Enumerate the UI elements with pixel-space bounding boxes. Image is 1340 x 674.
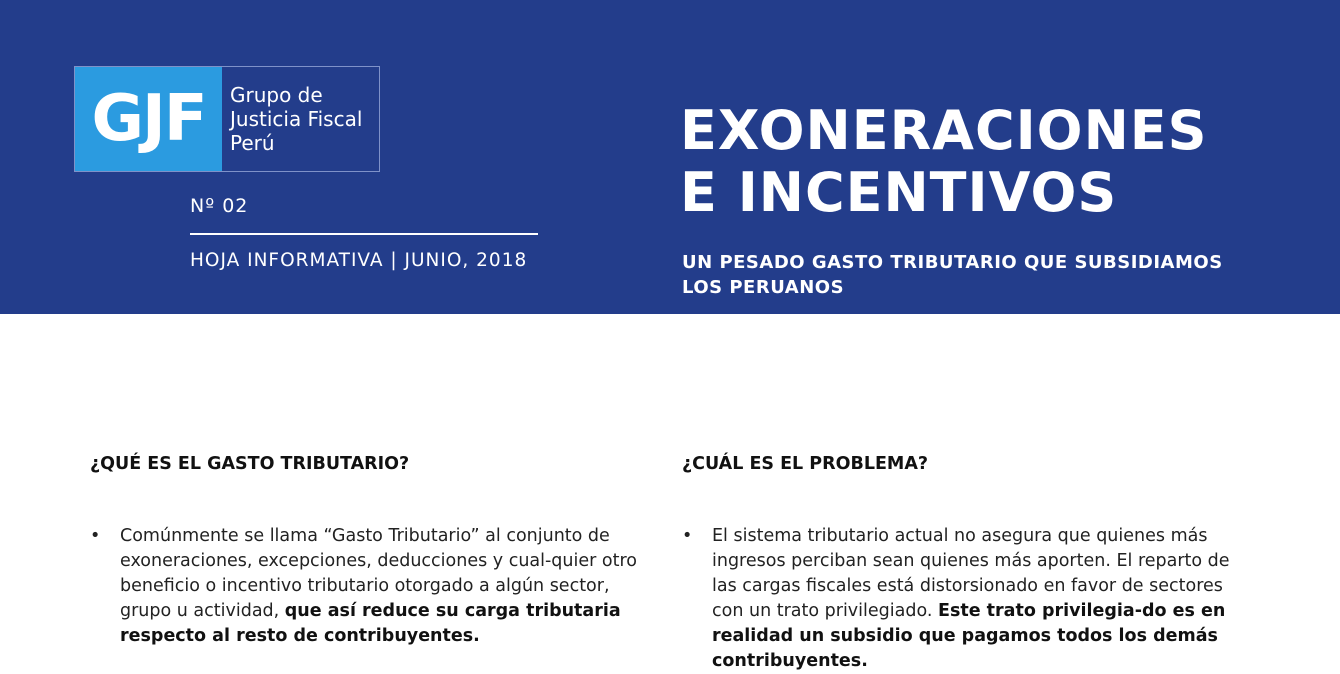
bullet-icon: • [682,526,693,546]
logo-mark-text: GJF [91,82,206,156]
logo-mark [75,67,222,171]
gjf-logo [74,66,380,172]
bullet-text: Comúnmente se llama “Gasto Tributario” al conjunto de exoneraciones, excepciones, deducciones y cual-quier otro beneficio o incentivo tributario otorgado a algún sector, grupo u actividad, [120,526,637,621]
bullet-item [90,524,650,649]
publication-line: HOJA INFORMATIVA | JUNIO, 2018 [190,250,528,271]
bullet-emphasis: Este trato privilegia-do es en realidad un subsidio que pagamos todos los demás contribuyentes. [712,601,1226,671]
bullet-text: El sistema tributario actual no asegura que quienes más ingresos perciban sean quienes más aporten. El reparto de las cargas fiscales está distorsionado en favor de sectores con un trato privilegiado. [712,526,1230,621]
logo-name-line-2: Justicia Fiscal [230,107,363,131]
page-subtitle [682,250,1282,300]
bullet-item [682,524,1242,674]
header-divider [190,233,538,235]
section-gasto-tributario [90,452,650,649]
logo-name-line-3: Perú [230,131,275,155]
title-line-1: EXONERACIONES [680,99,1208,162]
issue-number: Nº 02 [190,195,249,217]
title-line-2: E INCENTIVOS [680,161,1118,224]
bullet-icon: • [90,526,101,546]
logo-name-line-1: Grupo de [230,83,323,107]
bullet-emphasis: que así reduce su carga tributaria respecto al resto de contribuyentes. [120,601,621,646]
section-heading: ¿CUÁL ES EL PROBLEMA? [682,454,929,474]
logo-name [222,67,362,171]
subtitle-line-2: LOS PERUANOS [682,277,845,298]
subtitle-line-1: UN PESADO GASTO TRIBUTARIO QUE SUBSIDIAMOS [682,252,1223,273]
section-heading: ¿QUÉ ES EL GASTO TRIBUTARIO? [90,454,410,474]
page-title [680,100,1208,224]
section-problema [682,452,1242,674]
header-banner [0,0,1340,314]
